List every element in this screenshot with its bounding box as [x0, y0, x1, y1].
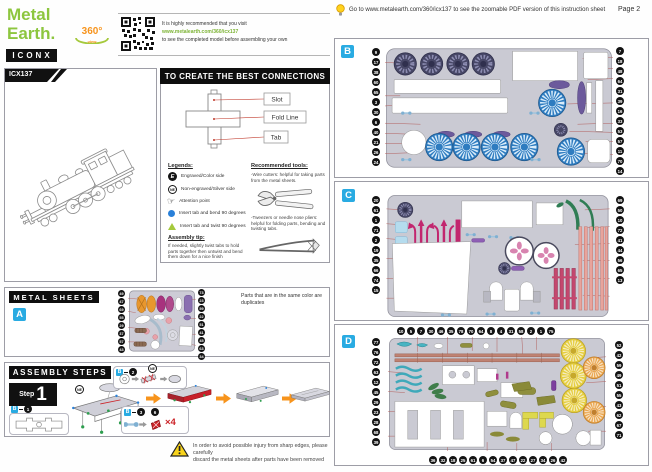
logo-line1: Metal — [7, 5, 51, 24]
part-number-badge: 60 — [373, 79, 379, 85]
assembly-stage-3 — [234, 381, 280, 406]
callout-b3-number: 3 — [137, 408, 145, 416]
sheet-a-part-numbers-left — [118, 290, 125, 353]
sheet-b-illustration — [385, 47, 613, 169]
part-number-badge: 13 — [617, 277, 623, 283]
part-number-badge: 19 — [373, 247, 379, 253]
warning-triangle-icon — [170, 441, 189, 457]
metal-earth-logo — [7, 5, 55, 43]
logo-line2: Earth. — [7, 24, 56, 43]
header-rule-top — [118, 13, 330, 14]
part-number-badge: 8 — [487, 327, 495, 335]
part-number-badge: 22 — [199, 314, 204, 319]
part-number-badge: 45 — [199, 338, 204, 343]
part-number-badge: 43 — [616, 402, 622, 408]
multiplier-x4: ×4 — [165, 417, 176, 428]
part-number-badge: 6 — [372, 118, 380, 126]
legends-title: Legends: — [168, 163, 193, 169]
ne-badge-callout2: NE — [148, 364, 157, 373]
part-number-badge: 64 — [617, 78, 623, 84]
part-number-badge: 1 — [537, 327, 545, 335]
assembly-arrow-1 — [146, 393, 161, 404]
step-number: 1 — [36, 384, 47, 405]
part-number-badge: 59 — [199, 306, 204, 311]
part-number-badge: 71 — [616, 432, 622, 438]
part-number-badge: 23 — [199, 298, 204, 303]
part-number-badge: 7 — [417, 327, 425, 335]
badge-360-text: 360° — [81, 26, 103, 37]
step-1-badge — [9, 383, 57, 406]
tweezers-icon — [254, 235, 320, 257]
sheet-c-panel — [334, 181, 649, 321]
part-number-badge: 75 — [548, 328, 554, 334]
callout-b1-dash — [19, 409, 23, 410]
warning-line2: discard the metal sheets after parts have been removed — [193, 457, 325, 463]
sheet-c-part-numbers-right — [616, 196, 624, 284]
connection-diagram — [169, 89, 327, 149]
part-number-badge: 54 — [490, 457, 496, 463]
callout-b1-label — [11, 405, 32, 413]
part-number-badge: 42 — [616, 352, 622, 358]
part-number-badge: 24 — [373, 159, 379, 165]
legend-non-engraved-label: Non-engraved/Silver side — [181, 187, 235, 192]
sheet-d-part-numbers-right — [615, 341, 623, 439]
part-number-badge: 57 — [119, 339, 124, 344]
part-number-badge: 7 — [616, 47, 624, 55]
part-number-badge: 4 — [497, 327, 505, 335]
part-number-badge: 33 — [617, 118, 623, 124]
part-number-badge: 73 — [199, 290, 204, 295]
callout-b3-sheet: B — [125, 409, 130, 415]
part-number-badge: 5 — [407, 327, 415, 335]
part-number-badge: 12 — [373, 379, 379, 385]
part-number-badge: 50 — [617, 207, 623, 213]
part-number-badge: 66 — [373, 267, 379, 273]
part-number-badge: 26 — [373, 149, 379, 155]
part-number-badge: 44 — [617, 247, 623, 253]
part-number-badge: 67 — [616, 422, 622, 428]
ne-badge-step1: NE — [75, 385, 84, 394]
zoomable-pdf-note: Go to www.metalearth.com/360/icx137 to see the zoomable PDF version of this instruction sheet — [349, 7, 606, 13]
part-number-badge: 47 — [119, 299, 124, 304]
part-number-badge: 52 — [616, 342, 622, 348]
part-6-badge: 6 — [151, 408, 159, 416]
badge-360-view — [72, 26, 112, 44]
part-number-badge: 61 — [373, 207, 379, 213]
part-number-badge: 1 — [372, 216, 380, 224]
callout-b3-drawing — [124, 418, 162, 431]
attention-hand-icon: ☞ — [167, 196, 176, 206]
part-number-badge: 21 — [373, 139, 379, 145]
assembly-tip-title: Assembly tip: — [168, 235, 205, 241]
note-line1: It is highly recommended that you visit — [162, 21, 247, 27]
label-fold-line: Fold Line — [271, 114, 299, 122]
part-number-badge: 26 — [550, 457, 556, 463]
tool-cutters-text: -Wire cutters: helpful for taking parts from the metal sheets. — [251, 172, 325, 183]
part-number-badge: 18 — [617, 58, 623, 64]
legend-attention — [167, 197, 210, 206]
part-number-badge: 78 — [458, 328, 464, 334]
step-word: Step — [19, 391, 35, 398]
label-tab: Tab — [270, 134, 282, 142]
qr-code — [120, 16, 156, 52]
legend-non-engraved — [168, 185, 235, 194]
sheet-a-part-numbers-right — [198, 289, 205, 360]
part-number-badge: 55 — [119, 315, 124, 320]
sheet-b-part-numbers-left — [372, 48, 380, 166]
part-number-badge: 11 — [617, 148, 623, 154]
sheet-d-panel — [334, 324, 649, 466]
part-number-badge: 28 — [373, 419, 379, 425]
metal-sheets-title: METAL SHEETS — [9, 291, 99, 303]
part-number-badge: 53 — [617, 128, 623, 134]
sheet-b-badge: B — [341, 45, 354, 58]
part-number-badge: 42 — [560, 457, 566, 463]
part-number-badge: 18 — [450, 457, 456, 463]
part-number-badge: 59 — [616, 362, 622, 368]
part-number-badge: 76 — [373, 349, 379, 355]
callout-b3-dash — [132, 412, 136, 413]
part-number-badge: 34 — [540, 457, 546, 463]
part-number-badge: 58 — [518, 328, 524, 334]
part-number-badge: 48 — [617, 68, 623, 74]
sheet-b-panel — [334, 38, 649, 178]
sheet-c-part-numbers-left — [372, 196, 380, 294]
connections-panel — [160, 68, 330, 263]
assembly-arrow-2 — [216, 393, 231, 404]
note-line2: to see the completed model before assembling your own — [162, 37, 288, 43]
part-number-badge: 14 — [617, 168, 623, 174]
sheet-d-part-numbers-bottom — [429, 456, 567, 464]
part-number-badge: 20 — [373, 197, 379, 203]
part-number-badge: 41 — [617, 237, 623, 243]
assembly-steps-title: ASSEMBLY STEPS — [9, 366, 111, 379]
engraved-icon: E — [168, 172, 177, 181]
sheet-d-badge: D — [342, 335, 355, 348]
part-number-badge: 34 — [199, 354, 204, 359]
part-number-badge: 51 — [199, 322, 204, 327]
non-engraved-icon: NE — [168, 185, 177, 194]
sheet-a-illustration — [128, 289, 196, 353]
part-number-badge: 35 — [373, 257, 379, 263]
part-number-badge: 37 — [119, 331, 124, 336]
twist-tab-icon — [168, 223, 176, 230]
badge-360-sub: view — [87, 39, 97, 44]
part-number-badge: 38 — [373, 69, 379, 75]
part-number-badge: 22 — [520, 457, 526, 463]
part-number-badge: 51 — [616, 382, 622, 388]
part-number-badge: 40 — [373, 129, 379, 135]
part-number-badge: 9 — [372, 48, 380, 56]
part-number-badge: 49 — [119, 291, 124, 296]
part-number-badge: 6 — [479, 456, 487, 464]
part-number-badge: 72 — [617, 227, 623, 233]
part-number-badge: 23 — [373, 409, 379, 415]
part-number-badge: 56 — [617, 257, 623, 263]
part-number-badge: 45 — [373, 389, 379, 395]
note-link: www.metalearth.com/360/icx137 — [162, 29, 239, 35]
legend-engraved-label: Engraved/Color side — [181, 174, 225, 179]
legend-twist — [168, 223, 246, 230]
legend-bend — [168, 210, 246, 217]
iconx-brand-box: ICONX — [6, 49, 57, 62]
callout-b2-sheet: B — [117, 369, 122, 375]
part-number-badge: 10 — [617, 217, 623, 223]
part-number-badge: 29 — [119, 323, 124, 328]
part-number-badge: 63 — [199, 346, 204, 351]
safety-warning — [193, 443, 333, 464]
part-number-badge: 37 — [500, 457, 506, 463]
sheet-d-part-numbers-top — [397, 327, 555, 335]
part-number-badge: 68 — [373, 429, 379, 435]
header-recommendation-note — [162, 20, 330, 44]
part-number-badge: 29 — [373, 399, 379, 405]
part-number-badge: 57 — [617, 138, 623, 144]
wire-cutters-icon — [254, 186, 316, 211]
part-number-badge: 62 — [616, 412, 622, 418]
part-number-badge: 32 — [440, 457, 446, 463]
part-number-badge: 71 — [373, 227, 379, 233]
sheet-c-illustration — [385, 194, 611, 318]
part-number-badge: 46 — [438, 328, 444, 334]
bend-tab-icon — [168, 210, 175, 217]
part-b1-drawing — [10, 414, 68, 434]
part-number-badge: 39 — [373, 439, 379, 445]
part-number-badge: 43 — [119, 347, 124, 352]
part-number-badge: 49 — [616, 372, 622, 378]
part-number-badge: 63 — [373, 369, 379, 375]
part-number-badge: 16 — [617, 108, 623, 114]
part-number-badge: 2 — [527, 327, 535, 335]
part-number-badge: 2 — [372, 236, 380, 244]
part-number-badge: 31 — [508, 328, 514, 334]
page-number: Page 2 — [618, 6, 641, 13]
part-number-badge: 15 — [373, 287, 379, 293]
label-slot: Slot — [271, 96, 283, 104]
part-number-badge: 3 — [372, 98, 380, 106]
part-number-badge: 30 — [373, 109, 379, 115]
part-number-badge: 74 — [373, 277, 379, 283]
part-number-badge: 72 — [373, 359, 379, 365]
legend-bend-label: Insert tab and bend 90 degrees — [179, 211, 246, 216]
part-number-badge: 65 — [373, 89, 379, 95]
part-number-badge: 27 — [530, 457, 536, 463]
legend-engraved — [168, 172, 224, 181]
sheet-d-illustration — [385, 337, 609, 451]
part-number-badge: 10 — [398, 328, 404, 334]
part-number-badge: 77 — [373, 339, 379, 345]
callout-b1-sheet: B — [12, 406, 17, 412]
part-number-badge: 55 — [616, 392, 622, 398]
part-number-badge: 65 — [617, 267, 623, 273]
assembly-steps-panel — [4, 362, 330, 437]
assembly-tip-text: If needed, slightly twist tabs to hold parts together then untwist and bend them down for a nice finish — [168, 243, 243, 260]
duplicates-note: Parts that are in the same color are duplicates — [241, 293, 323, 307]
sheet-b-part-numbers-right — [616, 47, 624, 175]
part-number-badge: 69 — [119, 307, 124, 312]
assembly-stage-2 — [165, 381, 213, 406]
part-number-badge: 35 — [448, 328, 454, 334]
lightbulb-icon — [336, 4, 345, 17]
part-number-badge: 31 — [617, 88, 623, 94]
part-number-badge: 17 — [373, 59, 379, 65]
legend-twist-label: Insert tab and twist 90 degrees — [180, 224, 246, 229]
sheet-c-badge: C — [342, 189, 355, 202]
part-number-badge: 36 — [430, 457, 436, 463]
callout-b3-label — [124, 408, 145, 416]
part-number-badge: 64 — [478, 328, 484, 334]
warning-line1: In order to avoid possible injury from sharp edges, please carefully — [193, 443, 328, 456]
header-rule-bottom — [118, 55, 330, 56]
callout-b1-number: 1 — [24, 405, 32, 413]
part-number-badge: 39 — [617, 98, 623, 104]
legend-attention-label: Attention point — [179, 199, 210, 204]
part-number-badge: 69 — [617, 197, 623, 203]
metal-sheets-panel — [4, 287, 330, 357]
model-code: ICX137 — [9, 71, 33, 78]
connections-title: TO CREATE THE BEST CONNECTIONS — [160, 68, 330, 84]
part-number-badge: 47 — [510, 457, 516, 463]
tools-title: Recommended tools: — [251, 163, 308, 169]
part-number-badge: 41 — [199, 330, 204, 335]
sheet-a-badge: A — [13, 308, 26, 321]
model-preview-panel — [4, 68, 157, 282]
part-number-badge: 30 — [428, 328, 434, 334]
part-number-badge: 70 — [468, 328, 474, 334]
part-number-badge: 61 — [470, 457, 476, 463]
tool-tweezers-text: -Tweezers or needle nose pliers: helpful for folding parts, bending and twisting tabs. — [251, 215, 326, 232]
callout-b2-number: 2 — [129, 368, 137, 376]
assembly-stage-4 — [289, 382, 331, 406]
locomotive-line-drawing — [8, 69, 155, 279]
part-number-badge: 25 — [460, 457, 466, 463]
callout-b1-box — [9, 413, 69, 435]
sheet-d-part-numbers-left — [372, 338, 380, 446]
part-number-badge: 70 — [617, 158, 623, 164]
